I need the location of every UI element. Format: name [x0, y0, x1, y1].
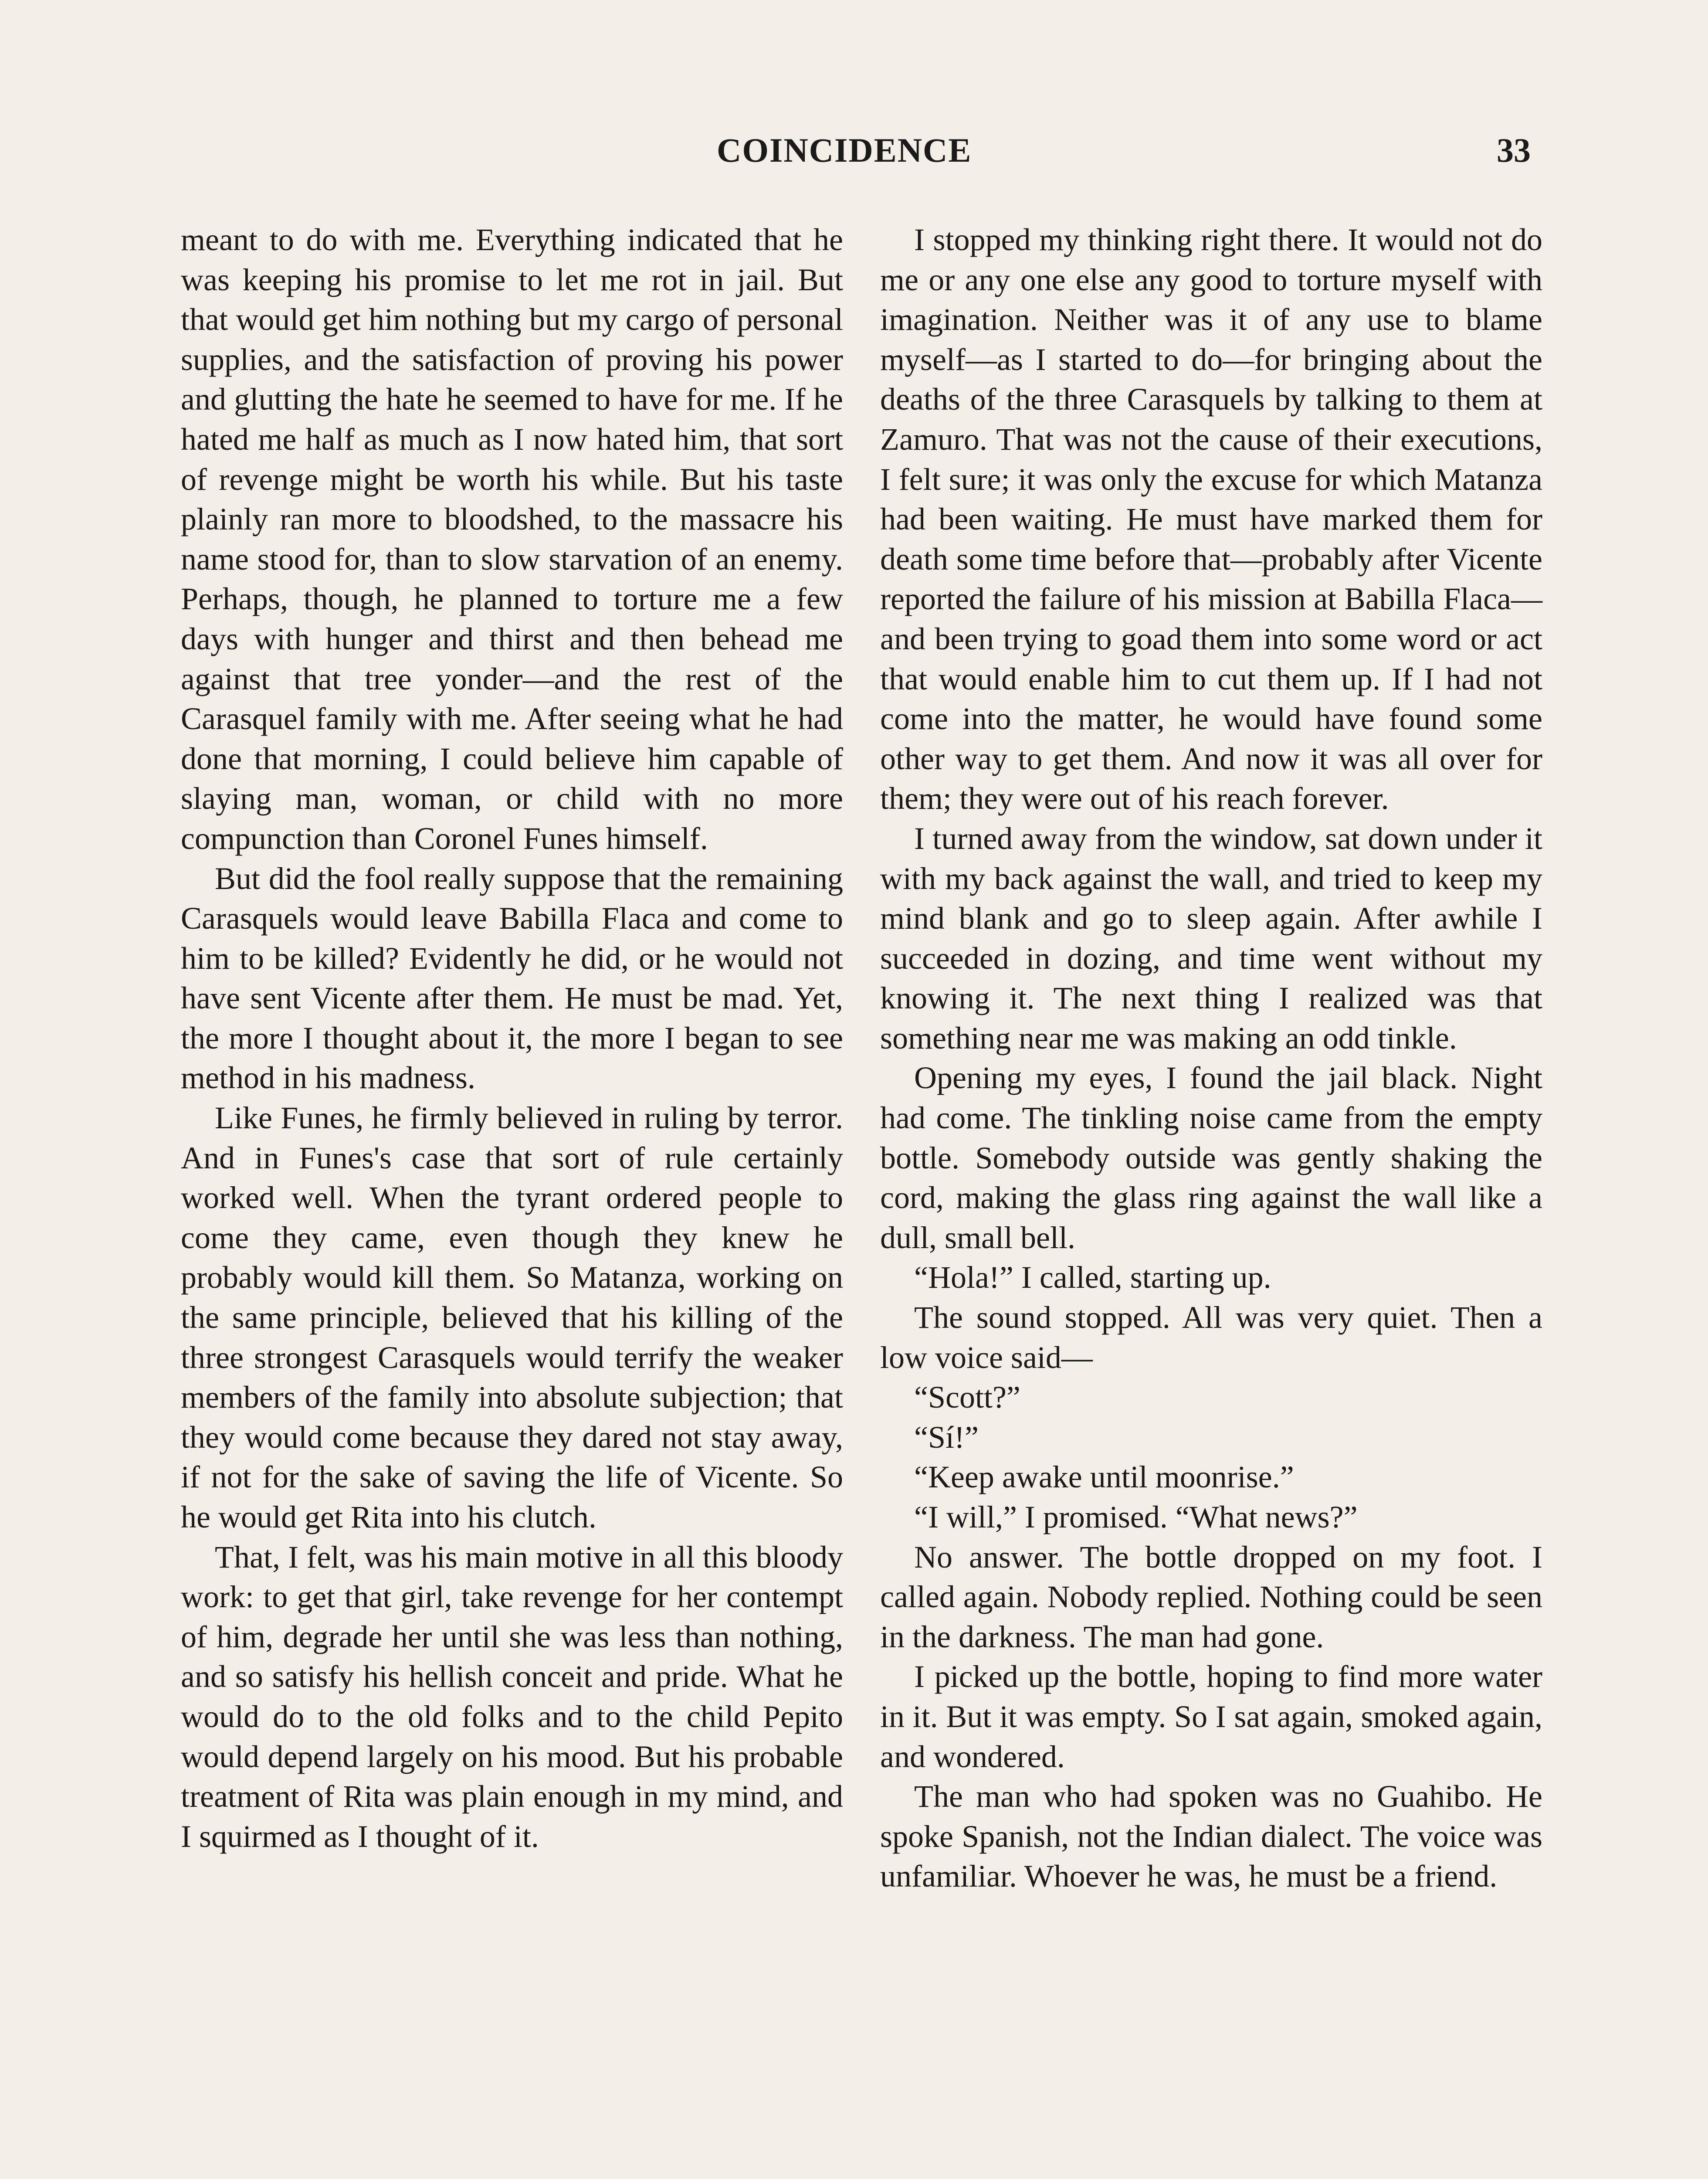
paragraph: But did the fool really suppose that the remaining Carasquels would leave Babilla Flaca and come to him to be killed? Evidently he did, or he would not have sent Vicente after them. He must be mad. Yet, the more I thought about it, the more I began to see method in his madness.	[181, 861, 843, 1096]
page-number: 33	[1497, 131, 1531, 169]
paragraph: I stopped my thinking right there. It would not do me or any one else any good to torture myself with imagination. Neither was it of any use to blame myself—as I started to do—for bringing about the deaths of the three Carasquels by talking to them at Zamuro. That was not the cause of their executions, I felt sure; it was only the excuse for which Matanza had been waiting. He must have marked them for death some time before that—probably after Vicente reported the failure of his mission at Babilla Flaca—and been trying to goad them into some word or act that would enable him to cut them up. If I had not come into the matter, he would have found some other way to get them. And now it was all over for them; they were out of his reach forever.	[880, 222, 1542, 816]
paragraph: I picked up the bottle, hoping to find more water in it. But it was empty. So I sat again, smoked again, and wondered.	[880, 1659, 1542, 1774]
dialogue-line: “Hola!” I called, starting up.	[914, 1260, 1271, 1295]
left-text-column	[181, 220, 843, 1857]
right-text-column	[880, 220, 1542, 1897]
paragraph: I turned away from the window, sat down under it with my back against the wall, and tried to keep my mind blank and go to sleep again. After awhile I succeeded in dozing, and time went without my knowing it. The next thing I realized was that something near me was making an odd tinkle.	[880, 821, 1542, 1056]
paragraph: meant to do with me. Everything indicated that he was keeping his promise to let me rot in jail. But that would get him nothing but my cargo of personal supplies, and the satisfaction of proving his power and glutting the hate he seemed to have for me. If he hated me half as much as I now hated him, that sort of revenge might be worth his while. But his taste plainly ran more to bloodshed, to the massacre his name stood for, than to slow starvation of an enemy. Perhaps, though, he planned to torture me a few days with hunger and thirst and then behead me against that tree yonder—and the rest of the Carasquel family with me. After seeing what he had done that morning, I could believe him capable of slaying man, woman, or child with no more compunction than Coronel Funes himself.	[181, 222, 843, 856]
paragraph: Like Funes, he firmly believed in ruling by terror. And in Funes's case that sort of rule certainly worked well. When the tyrant ordered people to come they came, even though they knew he probably would kill them. So Matanza, working on the same principle, believed that his killing of the three strongest Carasquels would terrify the weaker members of the family into absolute subjection; that they would come because they dared not stay away, if not for the sake of saving the life of Vicente. So he would get Rita into his clutch.	[181, 1100, 843, 1534]
paragraph: That, I felt, was his main motive in all this bloody work: to get that girl, take revenge for her contempt of him, degrade her until she was less than nothing, and so satisfy his hellish conceit and pride. What he would do to the old folks and to the child Pepito would depend largely on his mood. But his probable treatment of Rita was plain enough in my mind, and I squirmed as I thought of it.	[181, 1539, 843, 1854]
paragraph: The man who had spoken was no Guahibo. He spoke Spanish, not the Indian dialect. The voice was unfamiliar. Whoever he was, he must be a friend.	[880, 1779, 1542, 1894]
paragraph: The sound stopped. All was very quiet. Then a low voice said—	[880, 1300, 1542, 1375]
running-head-title: COINCIDENCE	[717, 131, 972, 169]
dialogue-line: “Scott?”	[914, 1380, 1020, 1415]
dialogue-line: “Sí!”	[914, 1419, 979, 1455]
paragraph: Opening my eyes, I found the jail black. Night had come. The tinkling noise came from the empty bottle. Somebody outside was gently shaking the cord, making the glass ring against the wall like a dull, small bell.	[880, 1060, 1542, 1255]
paragraph: No answer. The bottle dropped on my foot. I called again. Nobody replied. Nothing could be seen in the darkness. The man had gone.	[880, 1539, 1542, 1654]
dialogue-line: “Keep awake until moonrise.”	[914, 1459, 1294, 1495]
dialogue-line: “I will,” I promised. “What news?”	[914, 1500, 1358, 1534]
